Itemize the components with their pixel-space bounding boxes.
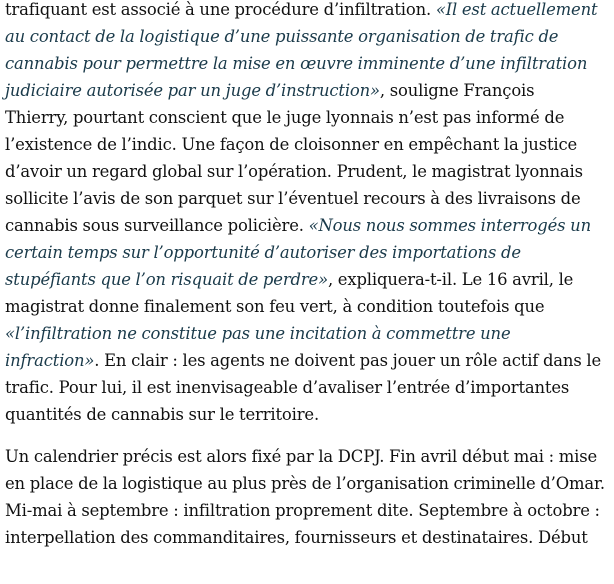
body-text: d’avoir un regard global sur l’opération. Prudent, le magistrat lyonnais: [5, 162, 583, 181]
text-line: [5, 50, 611, 77]
body-text: cannabis sous surveillance policière.: [5, 216, 309, 235]
text-line: [5, 443, 611, 470]
text-line: [5, 347, 611, 374]
article-body: [5, 0, 611, 551]
text-line: [5, 212, 611, 239]
text-line: [5, 320, 611, 347]
body-text: en place de la logistique au plus près de l’organisation criminelle d’Omar.: [5, 474, 605, 493]
text-line: [5, 104, 611, 131]
text-line: [5, 158, 611, 185]
article-paragraph: [5, 443, 611, 551]
text-line: [5, 374, 611, 401]
body-text: , souligne François: [379, 81, 535, 100]
text-line: [5, 524, 611, 551]
body-text: Mi-mai à septembre : infiltration proprement dite. Septembre à octobre :: [5, 501, 600, 520]
text-line: [5, 470, 611, 497]
body-text: Thierry, pourtant conscient que le juge lyonnais n’est pas informé de: [5, 108, 565, 127]
text-line: [5, 77, 611, 104]
text-line: [5, 266, 611, 293]
body-text: trafiquant est associé à une procédure d’infiltration.: [5, 0, 436, 19]
quoted-text: «Nous nous sommes interrogés un: [308, 216, 591, 235]
quoted-text: cannabis pour permettre la mise en œuvre imminente d’une infiltration: [5, 54, 588, 73]
text-line: [5, 401, 611, 428]
text-line: [5, 293, 611, 320]
body-text: . En clair : les agents ne doivent pas jouer un rôle actif dans le: [94, 351, 601, 370]
text-line: [5, 239, 611, 266]
quoted-text: judiciaire autorisée par un juge d’instruction»: [5, 81, 380, 100]
body-text: quantités de cannabis sur le territoire.: [5, 405, 320, 424]
text-line: [5, 497, 611, 524]
body-text: , expliquera-t-il. Le 16 avril, le: [327, 270, 574, 289]
text-line: [5, 0, 611, 23]
text-line: [5, 185, 611, 212]
text-line: [5, 23, 611, 50]
quoted-text: stupéfiants que l’on risquait de perdre»: [5, 270, 328, 289]
body-text: magistrat donne finalement son feu vert, à condition toutefois que: [5, 297, 545, 316]
quoted-text: au contact de la logistique d’une puissante organisation de trafic de: [5, 27, 559, 46]
article-paragraph: [5, 0, 611, 428]
body-text: l’existence de l’indic. Une façon de cloisonner en empêchant la justice: [5, 135, 578, 154]
body-text: sollicite l’avis de son parquet sur l’éventuel recours à des livraisons de: [5, 189, 581, 208]
quoted-text: «l’infiltration ne constitue pas une incitation à commettre une: [5, 324, 511, 343]
body-text: interpellation des commanditaires, fournisseurs et destinataires. Début: [5, 528, 588, 547]
quoted-text: infraction»: [5, 351, 95, 370]
body-text: trafic. Pour lui, il est inenvisageable d’avaliser l’entrée d’importantes: [5, 378, 570, 397]
quoted-text: «Il est actuellement: [435, 0, 598, 19]
paragraph-spacer: [5, 428, 611, 443]
body-text: Un calendrier précis est alors fixé par la DCPJ. Fin avril début mai : mise: [5, 447, 598, 466]
text-line: [5, 131, 611, 158]
quoted-text: certain temps sur l’opportunité d’autoriser des importations de: [5, 243, 521, 262]
